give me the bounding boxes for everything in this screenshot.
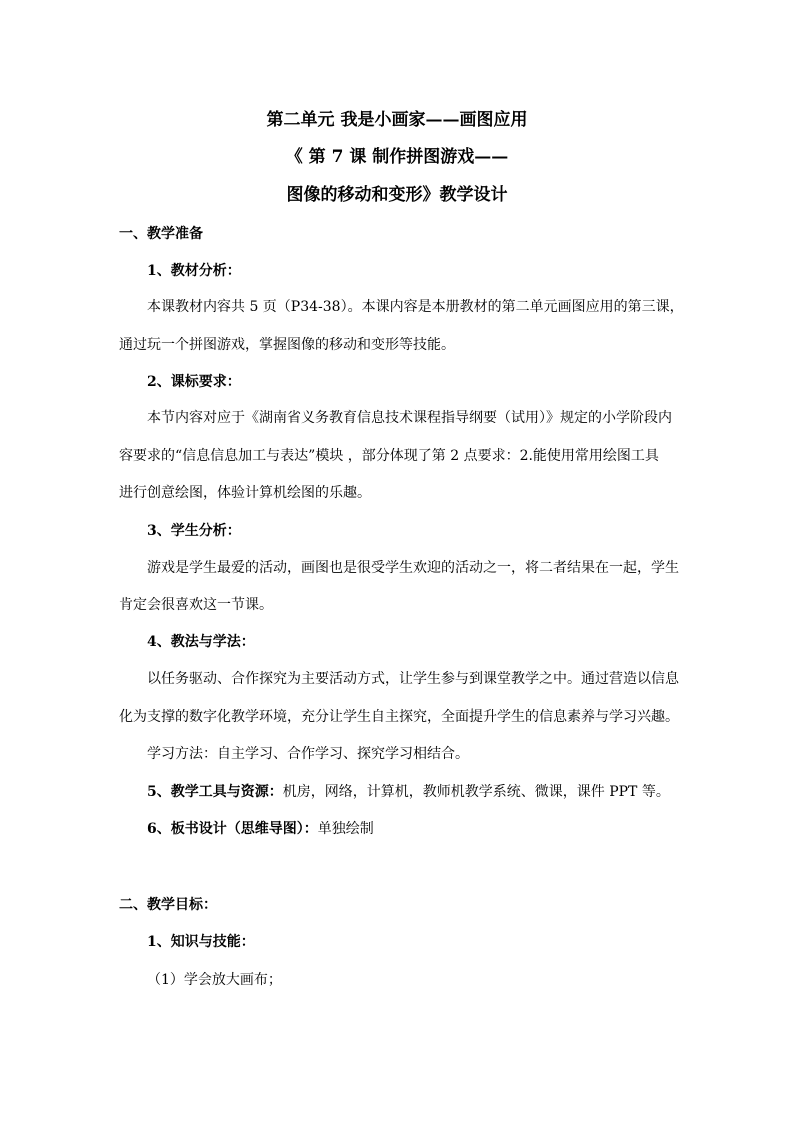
section-heading-objectives: 二、教学目标： [119, 897, 217, 913]
subheading-teaching-tools: 5、教学工具与资源： [147, 784, 283, 800]
subheading-textbook-analysis: 1、教材分析： [147, 263, 241, 279]
board-design-text: 单独绘制 [317, 821, 374, 837]
paragraph-line: （1）学会放大画布； [147, 972, 282, 988]
paragraph-line: 肯定会很喜欢这一节课。 [119, 597, 273, 613]
paragraph-line: 通过玩一个拼图游戏，掌握图像的移动和变形等技能。 [119, 337, 455, 353]
paragraph-line: 以任务驱动、合作探究为主要活动方式，让学生参与到课堂教学之中。通过营造以信息 [147, 671, 679, 687]
paragraph-line: 化为支撑的数字化教学环境，充分让学生自主探究，全面提升学生的信息素养与学习兴趣。 [119, 709, 679, 725]
paragraph-line: 学习方法：自主学习、合作学习、探究学习相结合。 [147, 746, 469, 762]
paragraph-line: 进行创意绘图，体验计算机绘图的乐趣。 [119, 485, 371, 501]
subheading-student-analysis: 3、学生分析： [147, 523, 241, 539]
doc-title-line-1: 第二单元 我是小画家——画图应用 [266, 110, 528, 130]
teaching-tools-text: 机房，网络，计算机，教师机教学系统、微课，课件 PPT 等。 [282, 784, 670, 800]
paragraph-line: 本节内容对应于《湖南省义务教育信息技术课程指导纲要（试用）》规定的小学阶段内 [147, 410, 672, 426]
board-design-line [147, 819, 374, 839]
subheading-knowledge-skills: 1、知识与技能： [147, 934, 255, 950]
section-heading-preparation: 一、教学准备 [119, 226, 203, 242]
paragraph-line: 容要求的“信息信息加工与表达”模块 ，部分体现了第 2 点要求：2.能使用常用绘图工具 [119, 448, 659, 464]
paragraph-line: 游戏是学生最爱的活动，画图也是很受学生欢迎的活动之一，将二者结果在一起，学生 [147, 560, 679, 576]
doc-title-line-2: 《 第 7 课 制作拼图游戏—— [285, 147, 509, 167]
doc-title-line-3: 图像的移动和变形》教学设计 [286, 185, 508, 205]
subheading-curriculum-requirements: 2、课标要求： [147, 374, 241, 390]
paragraph-line: 本课教材内容共 5 页（P34-38）。本课内容是本册教材的第二单元画图应用的第三课， [147, 299, 684, 315]
subheading-board-design: 6、板书设计（思维导图）： [147, 821, 318, 837]
teaching-tools-line [147, 782, 670, 802]
subheading-teaching-methods: 4、教法与学法： [147, 634, 255, 650]
